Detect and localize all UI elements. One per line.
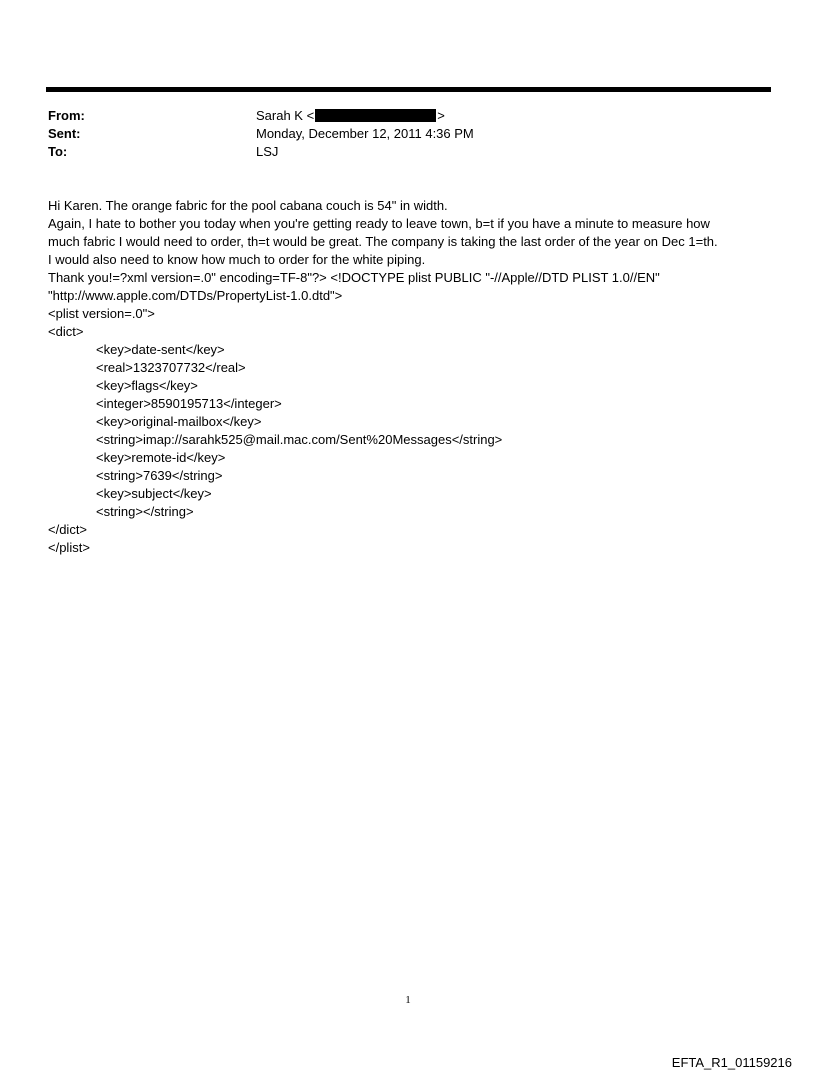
- sent-value: Monday, December 12, 2011 4:36 PM: [256, 126, 474, 141]
- to-value: LSJ: [256, 144, 279, 159]
- document-id: EFTA_R1_01159216: [671, 1055, 792, 1070]
- plist-line: <integer>8590195713</integer>: [96, 396, 282, 411]
- body-line: <plist version=.0">: [48, 306, 155, 321]
- body-line: Hi Karen. The orange fabric for the pool cabana couch is 54" in width.: [48, 198, 448, 213]
- email-header: [48, 107, 768, 161]
- redaction-bar: [315, 109, 436, 122]
- sent-label: Sent:: [48, 126, 81, 141]
- plist-line: <key>remote-id</key>: [96, 450, 226, 465]
- closing-line: </dict>: [48, 522, 88, 537]
- plist-line: <string></string>: [96, 504, 194, 519]
- plist-line: <key>date-sent</key>: [96, 342, 225, 357]
- from-label: From:: [48, 108, 85, 123]
- from-row: [48, 107, 768, 125]
- to-label: To:: [48, 144, 68, 159]
- body-line: <dict>: [48, 324, 84, 339]
- from-value: [256, 107, 445, 125]
- email-body: [48, 197, 770, 557]
- closing-line: </plist>: [48, 540, 90, 555]
- body-line: Again, I hate to bother you today when you're getting ready to leave town, b=t if you have a minute to measure how: [48, 216, 710, 231]
- body-line: "http://www.apple.com/DTDs/PropertyList-1.0.dtd">: [48, 288, 343, 303]
- header-divider: [46, 87, 771, 92]
- sent-row: [48, 125, 768, 143]
- plist-line: <string>7639</string>: [96, 468, 223, 483]
- body-line: Thank you!=?xml version=.0" encoding=TF-8"?> <!DOCTYPE plist PUBLIC "-//Apple//DTD PLIST 1.0//EN": [48, 270, 660, 285]
- plist-line: <key>subject</key>: [96, 486, 212, 501]
- body-line: I would also need to know how much to order for the white piping.: [48, 252, 426, 267]
- plist-line: <string>imap://sarahk525@mail.mac.com/Sent%20Messages</string>: [96, 432, 503, 447]
- sender-suffix: >: [437, 108, 445, 123]
- plist-line: <real>1323707732</real>: [96, 360, 246, 375]
- to-row: [48, 143, 768, 161]
- sender-name: Sarah K <: [256, 108, 315, 123]
- plist-line: <key>original-mailbox</key>: [96, 414, 262, 429]
- plist-line: <key>flags</key>: [96, 378, 198, 393]
- body-line: much fabric I would need to order, th=t would be great. The company is taking the last order of the year on Dec 1=th.: [48, 234, 718, 249]
- page-number: 1: [405, 994, 411, 1006]
